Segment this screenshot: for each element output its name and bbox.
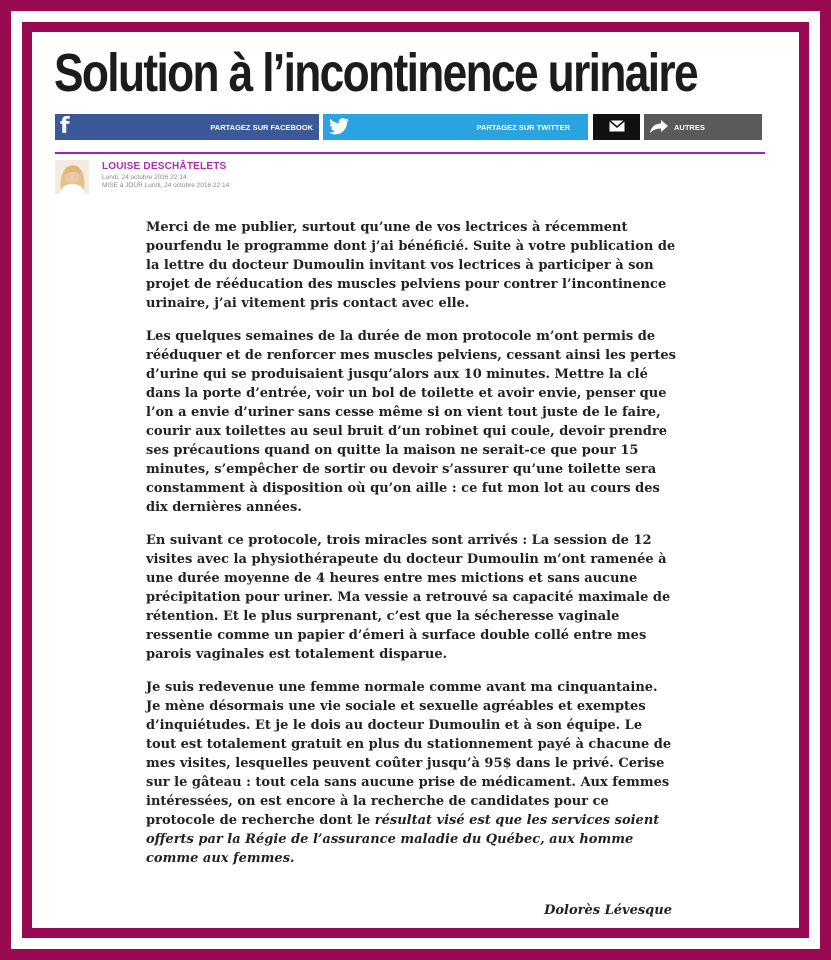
facebook-icon: f [60,114,70,139]
share-others-label: AUTRES [674,122,705,132]
published-date: Lundi, 24 octobre 2016 22:14 [102,174,187,181]
signature: Dolorès Lévesque [544,903,672,918]
author-name[interactable]: LOUISE DESCHÂTELETS [102,161,227,172]
section-divider [55,152,765,154]
paragraph-1: Merci de me publier, surtout qu’une de vos lectrices à récemment pourfendu le programme dont j’ai bénéficié. Suite à votre publication de la lettre du docteur Dumoulin invitant vos lectrices à participer à son projet de rééducation des muscles pelviens pour contrer l’incontinence urinaire, j’ai vitement pris contact avec elle. [146,220,676,311]
author-block [55,158,455,194]
paragraph-4-text: Je suis redevenue une femme normale comme avant ma cinquantaine. Je mène désormais une vie sociale et sexuelle agréables et exemptes d’inquiétudes. Et je le dois au docteur Dumoulin et à son équipe. Le tout est totalement gratuit en plus du stationnement payé à chacune de mes visites, lesquelles peuvent coûter jusqu’à 95$ dans le privé. Cerise sur le gâteau : tout cela sans aucune prise de médicament. Aux femmes intéressées, on est encore à la recherche de candidates pour ce protocole de recherche dont le [146,680,672,828]
share-email-button[interactable] [593,114,640,140]
share-facebook-label: PARTAGEZ SUR FACEBOOK [210,122,313,132]
updated-date: MISE à JOUR Lundi, 24 octobre 2016 22:14 [102,182,230,189]
share-arrow-icon [650,120,668,135]
share-twitter-label: PARTAGEZ SUR TWITTER [476,122,570,132]
twitter-icon [329,118,349,137]
publish-date [102,174,229,190]
share-others-button[interactable] [644,114,762,140]
article-body [146,218,676,882]
article-page [32,32,799,928]
author-avatar [55,160,89,194]
paragraph-4 [146,678,676,868]
share-facebook-button[interactable] [55,114,319,140]
share-twitter-button[interactable] [323,114,588,140]
paragraph-3: En suivant ce protocole, trois miracles sont arrivés : La session de 12 visites avec la physiothérapeute du docteur Dumoulin m’ont ramenée à une durée moyenne de 4 heures entre mes mictions et sans aucune précipitation pour uriner. Ma vessie a retrouvé sa capacité maximale de rétention. Et le plus surprenant, c’est que la sécheresse vaginale ressentie comme un papier d’émeri à surface double collé entre mes parois vaginales est totalement disparue. [146,533,671,662]
paragraph-4-italic: résultat visé est que les services soient offerts par la Régie de l’assurance maladie du Québec, aux homme comme aux femmes. [146,813,660,866]
paragraph-2: Les quelques semaines de la durée de mon protocole m’ont permis de rééduquer et de renforcer mes muscles pelviens, cessant ainsi les pertes d’urine qui se produisaient jusqu’alors aux 10 minutes. Mettre la clé dans la porte d’entrée, voir un bol de toilette et avoir envie, penser que l’on a envie d’uriner sans cesse même si on vient tout juste de le faire, courir aux toilettes au seul bruit d’un robinet qui coule, devoir prendre ses précautions quand on quitte la maison ne serait-ce que pour 15 minutes, s’empêcher de sortir ou devoir s’assurer qu’une toilette sera constamment à disposition où qu’on aille : ce fut mon lot au cours des dix dernières années. [146,329,676,515]
headline: Solution à l’incontinence urinaire [54,43,697,103]
envelope-icon [609,120,625,134]
